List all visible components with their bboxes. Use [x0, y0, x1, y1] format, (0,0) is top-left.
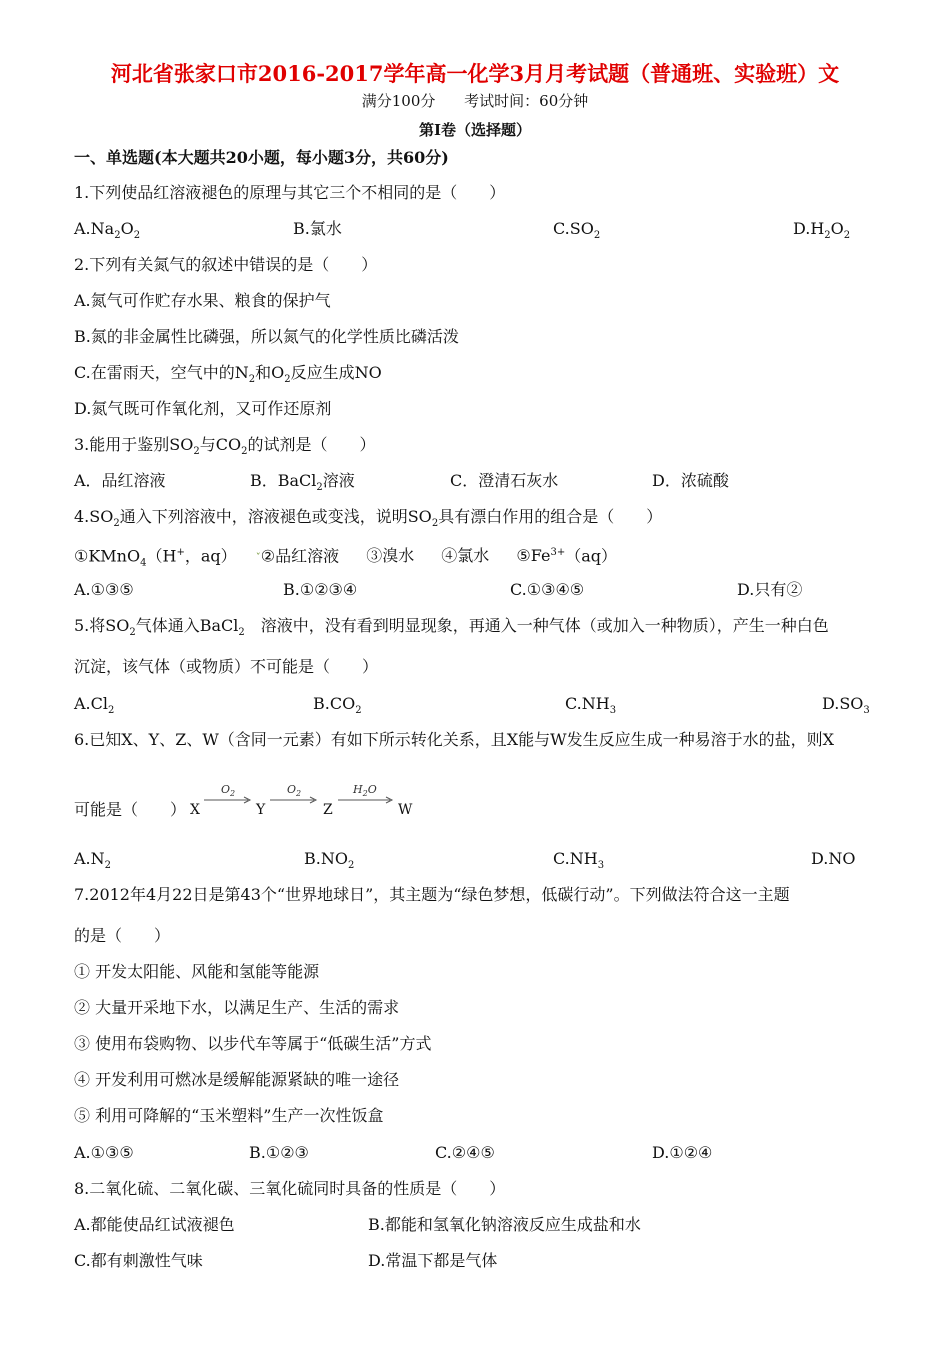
q6-stem-line1: 6.已知X、Y、Z、W（含同一元素）有如下所示转化关系，且X能与W发生反应生成一种易溶于水的盐，则X — [74, 730, 835, 749]
exam-time: 考试时间：60分钟 — [464, 92, 589, 110]
q5-option-c: $C.NH_3$ — [565, 694, 617, 717]
q3-stem: 3.能用于鉴别$SO_2$与$CO_2$的试剂是（ ） — [74, 435, 376, 458]
part-title: 第Ⅰ卷（选择题） — [418, 121, 532, 139]
q7-option-a: A.①③⑤ — [74, 1143, 134, 1162]
q8-option-d: D.常温下都是气体 — [368, 1251, 498, 1270]
q7-item-3: ③ 使用布袋购物、以步代车等属于“低碳生活”方式 — [74, 1034, 432, 1053]
q4-option-a: A.①③⑤ — [74, 580, 134, 599]
q7-item-2: ② 大量开采地下水，以满足生产、生活的需求 — [74, 998, 400, 1017]
q6-option-a: $A.N_2$ — [74, 849, 112, 872]
q3-option-d: D．浓硫酸 — [652, 471, 729, 490]
exam-info — [0, 90, 950, 111]
q6-chain-z: Z — [323, 802, 333, 818]
q7-stem-line2: 的是（ ） — [74, 926, 171, 945]
q5-option-d: $D.SO_3$ — [822, 694, 870, 717]
q4-option-c: C.①③④⑤ — [510, 580, 585, 599]
q8-option-b: B.都能和氢氧化钠溶液反应生成盐和水 — [368, 1215, 641, 1234]
q2-option-b: B.氮的非金属性比磷强，所以氮气的化学性质比磷活泼 — [74, 327, 459, 346]
q5-option-b: $B.CO_2$ — [313, 694, 362, 717]
q7-item-1: ① 开发太阳能、风能和氢能等能源 — [74, 962, 320, 981]
q1-stem: 1.下列使品红溶液褪色的原理与其它三个不相同的是（ ） — [74, 183, 506, 202]
q5-stem-line2: 沉淀，该气体（或物质）不可能是（ ） — [74, 657, 379, 676]
q1-option-c: $C.SO_2$ — [553, 219, 601, 242]
q7-option-c: C.②④⑤ — [435, 1143, 495, 1162]
arrow-label-o2-1: $O_2$ — [221, 783, 236, 799]
q7-item-4: ④ 开发利用可燃冰是缓解能源紧缺的唯一途径 — [74, 1070, 400, 1089]
q5-stem-line1: 5.将$SO_2$气体通入BaCl$_2$ 溶液中，没有看到明显现象，再通入一种气体（或加入一种物质），产生一种白色 — [74, 616, 829, 639]
stray-mark: ˇ — [255, 553, 261, 565]
q2-option-c: C.在雷雨天，空气中的$N_2$和$O_2$反应生成NO — [74, 363, 382, 386]
q4-stem: $4.SO_2$通入下列溶液中，溶液褪色或变浅，说明$SO_2$具有漂白作用的组合是（ ） — [74, 507, 663, 530]
q4-items: ①KMnO$_4$（H+，aq） ˇ②品红溶液 ③溴水 ④氯水 $⑤Fe^{3+}(aq)$ — [74, 546, 617, 569]
q2-stem: 2.下列有关氮气的叙述中错误的是（ ） — [74, 255, 378, 274]
q7-option-b: B.①②③ — [249, 1143, 309, 1162]
arrow-label-o2-2: $O_2$ — [287, 783, 302, 799]
q6-option-b: $B.NO_2$ — [304, 849, 355, 872]
q8-option-c: C.都有刺激性气味 — [74, 1251, 203, 1270]
q1-option-d: $D.H_2O_2$ — [793, 219, 851, 242]
q6-option-d: D.NO — [811, 849, 856, 868]
q8-option-a: A.都能使品红试液褪色 — [74, 1215, 235, 1234]
q7-item-5: ⑤ 利用可降解的“玉米塑料”生产一次性饭盒 — [74, 1106, 384, 1125]
q6-chain-y: Y — [256, 802, 266, 818]
q4-option-b: B.①②③④ — [283, 580, 358, 599]
q6-option-c: $C.NH_3$ — [553, 849, 605, 872]
document-title: 河北省张家口市2016-2017学年高一化学3月月考试题（普通班、实验班）文 — [110, 61, 840, 86]
q8-stem: 8.二氧化硫、二氧化碳、三氧化硫同时具备的性质是（ ） — [74, 1179, 506, 1198]
section-heading: 一、单选题(本大题共20小题，每小题3分，共60分) — [74, 148, 449, 167]
q7-option-d: D.①②④ — [652, 1143, 713, 1162]
q3-option-b: B．BaCl$_2$溶液 — [250, 471, 355, 494]
q3-option-c: C．澄清石灰水 — [450, 471, 559, 490]
q6-chain-w: W — [398, 802, 413, 818]
arrow-label-h2o: $H_2O$ — [353, 783, 377, 799]
q7-stem-line1: 7.2012年4月22日是第43个“世界地球日”，其主题为“绿色梦想，低碳行动”。下列做法符合这一主题 — [74, 885, 790, 904]
q1-option-b: B.氯水 — [293, 219, 342, 238]
q2-option-d: D.氮气既可作氧化剂，又可作还原剂 — [74, 399, 332, 418]
q1-option-a: $A.Na_2O_2$ — [74, 219, 141, 242]
q6-chain-x: X — [190, 802, 200, 818]
q6-stem-line2: 可能是（ ） — [74, 800, 187, 819]
q2-option-a: A.氮气可作贮存水果、粮食的保护气 — [74, 291, 331, 310]
q4-option-d: D.只有② — [737, 580, 803, 599]
full-score: 满分100分 — [361, 92, 436, 110]
q3-option-a: A．品红溶液 — [74, 471, 166, 490]
q5-option-a: $A.Cl_2$ — [74, 694, 115, 717]
